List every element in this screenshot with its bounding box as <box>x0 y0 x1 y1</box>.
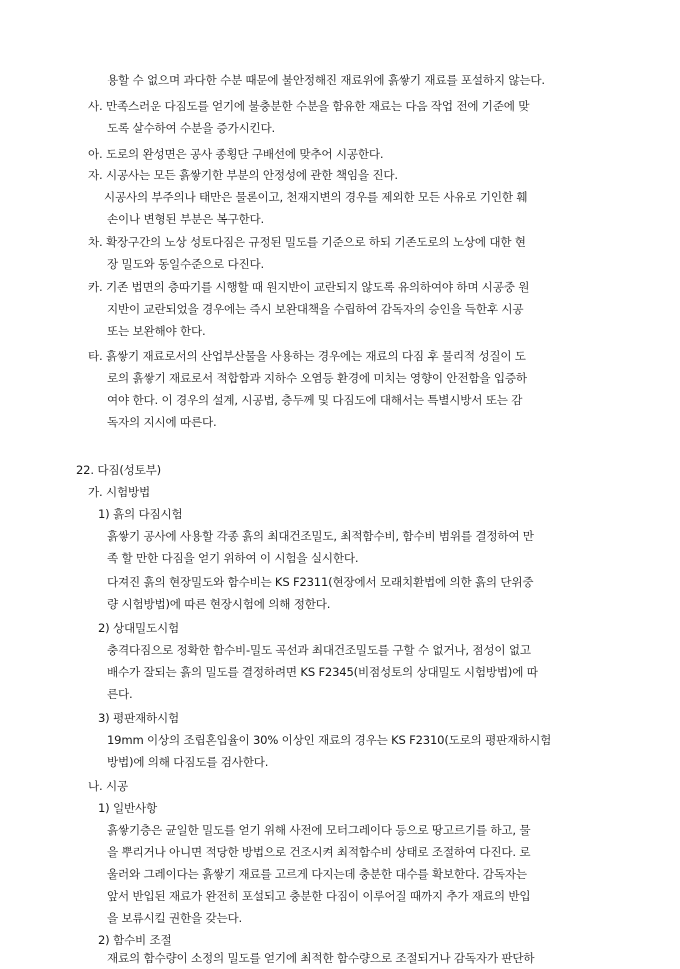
body-text-line: 독자의 지시에 따른다. <box>107 415 217 429</box>
body-text-line: 용할 수 없으며 과다한 수분 때문에 불안정해진 재료위에 흙쌓기 재료를 포설하지 않는다. <box>107 73 545 87</box>
body-text-line: 로의 흙쌓기 재료로서 적합함과 지하수 오염등 환경에 미치는 영향이 안전함을 입증하 <box>107 371 527 385</box>
subsection-heading: 나. 시공 <box>88 779 128 793</box>
item-heading: 2) 상대밀도시험 <box>98 621 179 635</box>
item-heading: 2) 함수비 조절 <box>98 933 172 947</box>
body-text-line: 른다. <box>107 687 133 701</box>
body-text-line: 족 할 만한 다짐을 얻기 위하여 이 시험을 실시한다. <box>107 551 359 565</box>
list-item-ka: 카. 기존 법면의 층따기를 시행할 때 원지반이 교란되지 않도록 유의하여야 하며 시공중 원 <box>88 280 530 294</box>
body-text-line: 시공사의 부주의나 태만은 물론이고, 천재지변의 경우를 제외한 모든 사유로 기인한 훼 <box>104 190 528 204</box>
body-text-line: 흙쌓기층은 균일한 밀도를 얻기 위해 사전에 모터그레이다 등으로 땅고르기를 하고, 물 <box>107 823 531 837</box>
body-text-line: 도록 살수하여 수분을 증가시킨다. <box>107 121 275 135</box>
body-text-line: 손이나 변형된 부분은 복구한다. <box>107 212 264 226</box>
body-text-line: 여야 한다. 이 경우의 설계, 시공법, 층두께 및 다짐도에 대해서는 특별시방서 또는 감 <box>107 393 523 407</box>
list-item-ja: 자. 시공사는 모든 흙쌓기한 부분의 안정성에 관한 책임을 진다. <box>88 168 398 182</box>
item-heading: 1) 흙의 다짐시험 <box>98 507 183 521</box>
list-item-a: 아. 도로의 완성면은 공사 종횡단 구배선에 맞추어 시공한다. <box>88 147 384 161</box>
body-text-line: 량 시험방법)에 따른 현장시험에 의해 정한다. <box>107 597 331 611</box>
body-text-line: 앞서 반입된 재료가 완전히 포설되고 충분한 다짐이 이루어질 때까지 추가 재료의 반입 <box>107 889 531 903</box>
body-text-line: 다져진 흙의 현장밀도와 함수비는 KS F2311(현장에서 모래치환법에 의한 흙의 단위중 <box>107 575 534 589</box>
item-heading: 3) 평판재하시험 <box>98 711 179 725</box>
body-text-line: 지반이 교란되었을 경우에는 즉시 보완대책을 수립하여 감독자의 승인을 득한후 시공 <box>107 302 524 316</box>
list-item-cha: 차. 확장구간의 노상 성토다짐은 규정된 밀도를 기준으로 하되 기존도로의 노상에 대한 현 <box>88 235 526 249</box>
body-text-line: 재료의 함수량이 소정의 밀도를 얻기에 최적한 함수량으로 조절되거나 감독자가 판단하 <box>107 951 535 965</box>
list-item-sa: 사. 만족스러운 다짐도를 얻기에 불충분한 수분을 함유한 재료는 다음 작업 전에 기준에 맞 <box>88 99 530 113</box>
body-text-line: 19mm 이상의 조립혼입율이 30% 이상인 재료의 경우는 KS F2310(도로의 평판재하시험 <box>107 733 552 747</box>
body-text-line: 충격다짐으로 정확한 함수비-밀도 곡선과 최대건조밀도를 구할 수 없거나, 점성이 없고 <box>107 643 531 657</box>
body-text-line: 흙쌓기 공사에 사용할 각종 흙의 최대건조밀도, 최적함수비, 함수비 범위를 결정하여 만 <box>107 529 534 543</box>
body-text-line: 방법)에 의해 다짐도를 검사한다. <box>107 755 269 769</box>
body-text-line: 을 뿌리거나 아니면 적당한 방법으로 건조시켜 최적함수비 상태로 조절하여 다진다. 로 <box>107 845 531 859</box>
item-heading: 1) 일반사항 <box>98 801 157 815</box>
body-text-line: 울러와 그레이다는 흙쌓기 재료를 고르게 다지는데 충분한 대수를 확보한다. 감독자는 <box>107 867 527 881</box>
body-text-line: 배수가 잘되는 흙의 밀도를 결정하려면 KS F2345(비점성토의 상대밀도 시험방법)에 따 <box>107 665 538 679</box>
section-heading: 22. 다짐(성토부) <box>76 463 161 477</box>
body-text-line: 장 밀도와 동일수준으로 다진다. <box>107 257 264 271</box>
body-text-line: 을 보류시킬 권한을 갖는다. <box>107 911 242 925</box>
list-item-ta: 타. 흙쌓기 재료로서의 산업부산물을 사용하는 경우에는 재료의 다짐 후 물리적 성질이 도 <box>88 349 526 363</box>
body-text-line: 또는 보완해야 한다. <box>107 324 206 338</box>
subsection-heading: 가. 시험방법 <box>88 485 150 499</box>
